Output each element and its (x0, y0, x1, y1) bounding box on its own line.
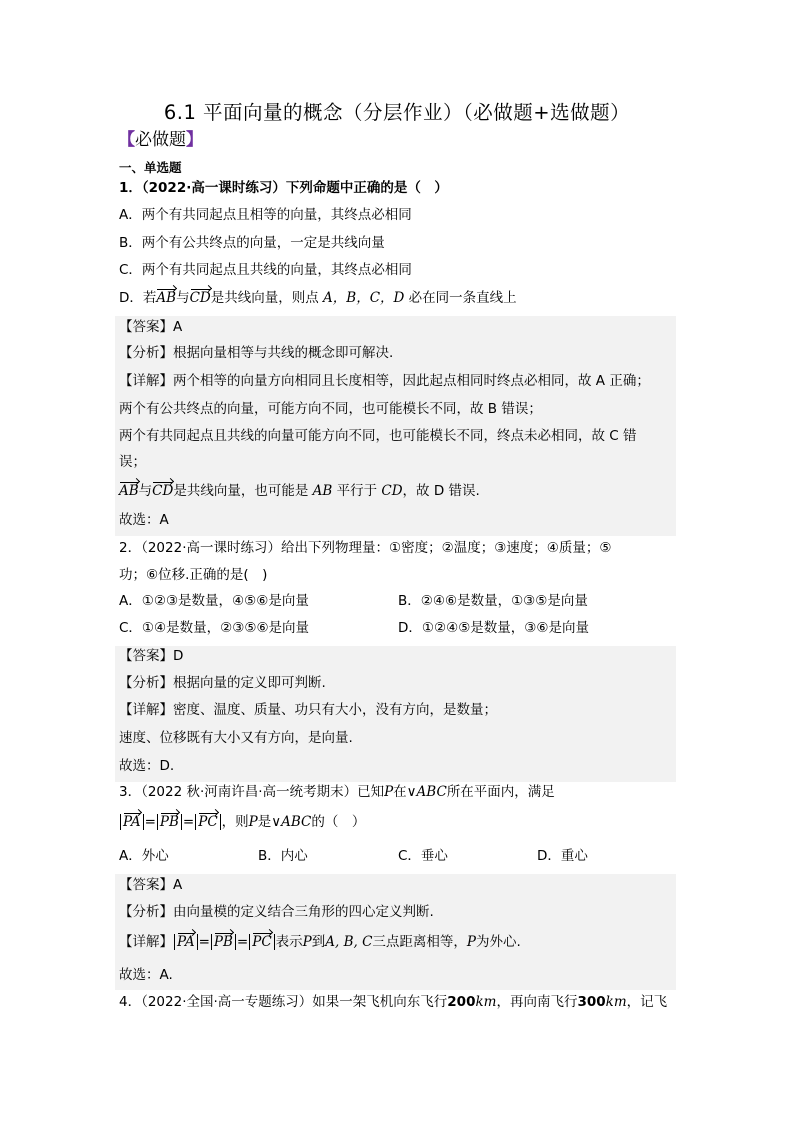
q2-stem-1: 2．（2022·高一课时练习）给出下列物理量：①密度；②温度；③速度；④质量；⑤ (119, 540, 612, 556)
q3-stem-2: PA = PB = PC ，则P是∨ABC的（ ） (119, 812, 365, 832)
q3-option-d: D．重心 (537, 848, 588, 864)
q4-stem: 4．（2022·全国·高一专题练习）如果一架飞机向东飞行200km，再向南飞行300km，记飞 (119, 994, 668, 1010)
q3-option-a: A．外心 (119, 848, 169, 864)
q3-choose: 故选：A. (119, 967, 173, 983)
q3-stem-1: 3．（2022 秋·河南许昌·高一统考期末）已知P在∨ABC所在平面内，满足 (119, 784, 555, 800)
q2-detail-1: 【详解】密度、温度、质量、功只有大小，没有方向，是数量； (119, 702, 497, 718)
q1-option-b: B．两个有公共终点的向量，一定是共线向量 (119, 235, 385, 251)
q1-detail-5: AB与CD是共线向量，也可能是 AB 平行于 CD，故 D 错误. (119, 483, 480, 499)
q1-detail-4: 误； (119, 454, 146, 470)
q3-answer: 【答案】A (119, 877, 183, 893)
q2-analysis: 【分析】根据向量的定义即可判断. (119, 675, 326, 691)
section-heading: 一、单选题 (119, 160, 182, 175)
q1-option-d: D．若AB与CD是共线向量，则点 A，B，C，D 必在同一条直线上 (119, 290, 517, 306)
q2-option-b: B．②④⑥是数量，①③⑤是向量 (398, 593, 588, 609)
q2-answer: 【答案】D (119, 648, 184, 664)
q1-choose: 故选：A (119, 512, 169, 528)
q2-stem-2: 功；⑥位移.正确的是( ) (119, 567, 268, 583)
q1-answer: 【答案】A (119, 319, 183, 335)
q2-option-d: D．①②④⑤是数量，③⑥是向量 (398, 620, 590, 636)
q2-detail-2: 速度、位移既有大小又有方向，是向量. (119, 730, 353, 746)
q1-detail-1: 【详解】两个相等的向量方向相同且长度相等，因此起点相同时终点必相同，故 A 正确； (119, 373, 650, 389)
q1-stem: 1．（2022·高一课时练习）下列命题中正确的是（ ） (119, 180, 448, 196)
q1-detail-3: 两个有共同起点且共线的向量可能方向不同，也可能模长不同，终点未必相同，故 C 错 (119, 428, 637, 444)
q1-option-a: A．两个有共同起点且相等的向量，其终点必相同 (119, 207, 412, 223)
q3-detail: 【详解】 PA = PB = PC 表示P到A, B, C三点距离相等，P为外心. (119, 934, 521, 950)
q2-choose: 故选：D. (119, 758, 175, 774)
q2-option-a: A．①②③是数量，④⑤⑥是向量 (119, 593, 309, 609)
q1-option-c: C．两个有共同起点且共线的向量，其终点必相同 (119, 262, 412, 278)
q1-analysis: 【分析】根据向量相等与共线的概念即可解决. (119, 345, 394, 361)
section-tag-required: 【必做题】 (118, 130, 203, 150)
page-title: 6.1 平面向量的概念（分层作业）（必做题+选做题） (163, 101, 631, 124)
q3-option-b: B．内心 (258, 848, 308, 864)
q3-option-c: C．垂心 (398, 848, 448, 864)
q1-detail-2: 两个有公共终点的向量，可能方向不同，也可能模长不同，故 B 错误； (119, 401, 542, 417)
q3-analysis: 【分析】由向量模的定义结合三角形的四心定义判断. (119, 904, 434, 920)
q2-option-c: C．①④是数量，②③⑤⑥是向量 (119, 620, 310, 636)
